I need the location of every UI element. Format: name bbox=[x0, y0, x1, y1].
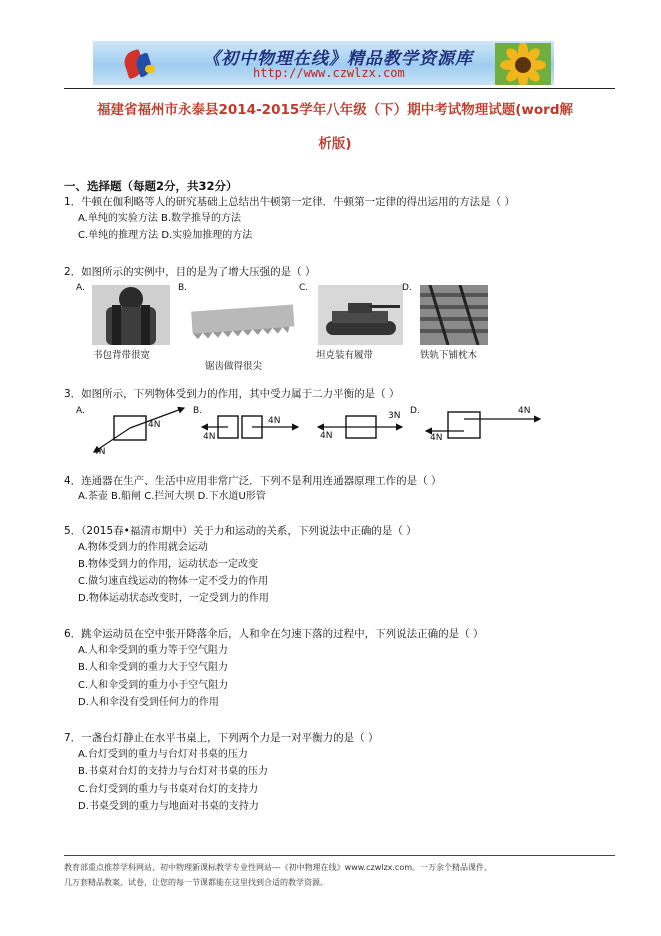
question-7-option-b: B.书桌对台灯的支持力与台灯对书桌的压力 bbox=[78, 766, 269, 777]
footer-line-2: 几万套精品教案、试卷，让您的每一节课都能在这里找到合适的教学资源。 bbox=[64, 878, 328, 887]
question-7-option-d: D.书桌受到的重力与地面对书桌的支持力 bbox=[78, 801, 259, 812]
q3d-force-left: 4N bbox=[430, 433, 443, 443]
railway-photo bbox=[420, 285, 488, 345]
q2-label-b: B. bbox=[178, 283, 188, 293]
banner-url: http://www.czwlzx.com bbox=[253, 66, 405, 80]
section-heading: 一、选择题（每题2分，共32分） bbox=[64, 179, 238, 193]
q3a-force-upper: 4N bbox=[148, 420, 161, 430]
question-5-stem: 5．（2015春•福清市期中）关于力和运动的关系，下列说法中正确的是（ ） bbox=[64, 525, 417, 537]
question-6-option-d: D.人和伞没有受到任何力的作用 bbox=[78, 697, 219, 708]
logo-mark-icon-yellow bbox=[145, 65, 155, 73]
question-7-option-a: A.台灯受到的重力与台灯对书桌的压力 bbox=[78, 749, 248, 760]
q3b-force-left: 4N bbox=[203, 432, 216, 442]
question-7-stem: 7．一盏台灯静止在水平书桌上，下列两个力是一对平衡力的是（ ） bbox=[64, 732, 379, 744]
q3-label-b: B. bbox=[193, 406, 203, 416]
document-title: 福建省福州市永泰县2014-2015学年八年级（下）期中考试物理试题(word解 bbox=[97, 102, 573, 118]
question-6-option-a: A.人和伞受到的重力等于空气阻力 bbox=[78, 645, 228, 656]
banner-title: 《初中物理在线》精品教学资源库 bbox=[203, 49, 473, 69]
q2-label-a: A. bbox=[76, 283, 85, 293]
question-6-option-c: C.人和伞受到的重力小于空气阻力 bbox=[78, 680, 229, 691]
q3d-force-right: 4N bbox=[518, 406, 531, 416]
header-divider bbox=[64, 88, 615, 89]
q3c-force-left: 4N bbox=[320, 431, 333, 441]
q2-caption-a: 书包背带很宽 bbox=[93, 350, 151, 361]
q3a-force-lower: 4N bbox=[93, 447, 106, 457]
footer-line-1: 教育部重点推荐学科网站、初中物理新课标教学专业性网站---《初中物理在线》www.czwlzx.com。一万余个精品课件、 bbox=[64, 863, 493, 872]
header-banner bbox=[93, 41, 554, 85]
question-2-stem: 2．如图所示的实例中，目的是为了增大压强的是（ ） bbox=[64, 266, 316, 278]
question-6-stem: 6．跳伞运动员在空中张开降落伞后，人和伞在匀速下落的过程中，下列说法正确的是（ ） bbox=[64, 628, 484, 640]
q3c-force-right: 3N bbox=[388, 411, 401, 421]
question-5-option-a: A.物体受到力的作用就会运动 bbox=[78, 542, 208, 553]
q2-label-d: D. bbox=[402, 283, 412, 293]
question-4-stem: 4．连通器在生产、生活中应用非常广泛．下列不是利用连通器原理工作的是（ ） bbox=[64, 475, 442, 487]
saw-blade-photo bbox=[188, 296, 298, 348]
q2-caption-d: 铁轨下铺枕木 bbox=[420, 350, 478, 361]
q2-caption-b: 锯齿做得很尖 bbox=[205, 361, 263, 372]
question-3-stem: 3．如图所示，下列物体受到力的作用，其中受力属于二力平衡的是（ ） bbox=[64, 388, 400, 400]
question-5-option-d: D.物体运动状态改变时，一定受到力的作用 bbox=[78, 593, 269, 604]
question-5-option-b: B.物体受到力的作用，运动状态一定改变 bbox=[78, 559, 259, 570]
q2-label-c: C. bbox=[299, 283, 309, 293]
question-1-stem: 1．牛顿在伽利略等人的研究基础上总结出牛顿第一定律．牛顿第一定律的得出运用的方法是（ ） bbox=[64, 196, 516, 208]
question-1-options-cd: C.单纯的推理方法 D.实验加推理的方法 bbox=[78, 230, 253, 241]
question-4-options: A.茶壶 B.船闸 C.拦河大坝 D.下水道U形管 bbox=[78, 491, 266, 502]
q3-label-a: A. bbox=[76, 406, 85, 416]
question-1-options-ab: A.单纯的实验方法 B.数学推导的方法 bbox=[78, 213, 242, 224]
question-6-option-b: B.人和伞受到的重力大于空气阻力 bbox=[78, 662, 229, 673]
q2-caption-c: 坦克装有履带 bbox=[316, 350, 374, 361]
sunflower-icon bbox=[495, 43, 551, 85]
footer-divider bbox=[64, 855, 615, 856]
question-7-option-c: C.台灯受到的重力与书桌对台灯的支持力 bbox=[78, 784, 259, 795]
question-5-option-c: C.做匀速直线运动的物体一定不受力的作用 bbox=[78, 576, 269, 587]
document-title-cont: 析版) bbox=[318, 136, 352, 152]
tank-photo bbox=[318, 285, 403, 345]
q3-label-d: D. bbox=[410, 406, 420, 416]
q3b-force-right: 4N bbox=[268, 416, 281, 426]
backpack-photo bbox=[92, 285, 170, 345]
